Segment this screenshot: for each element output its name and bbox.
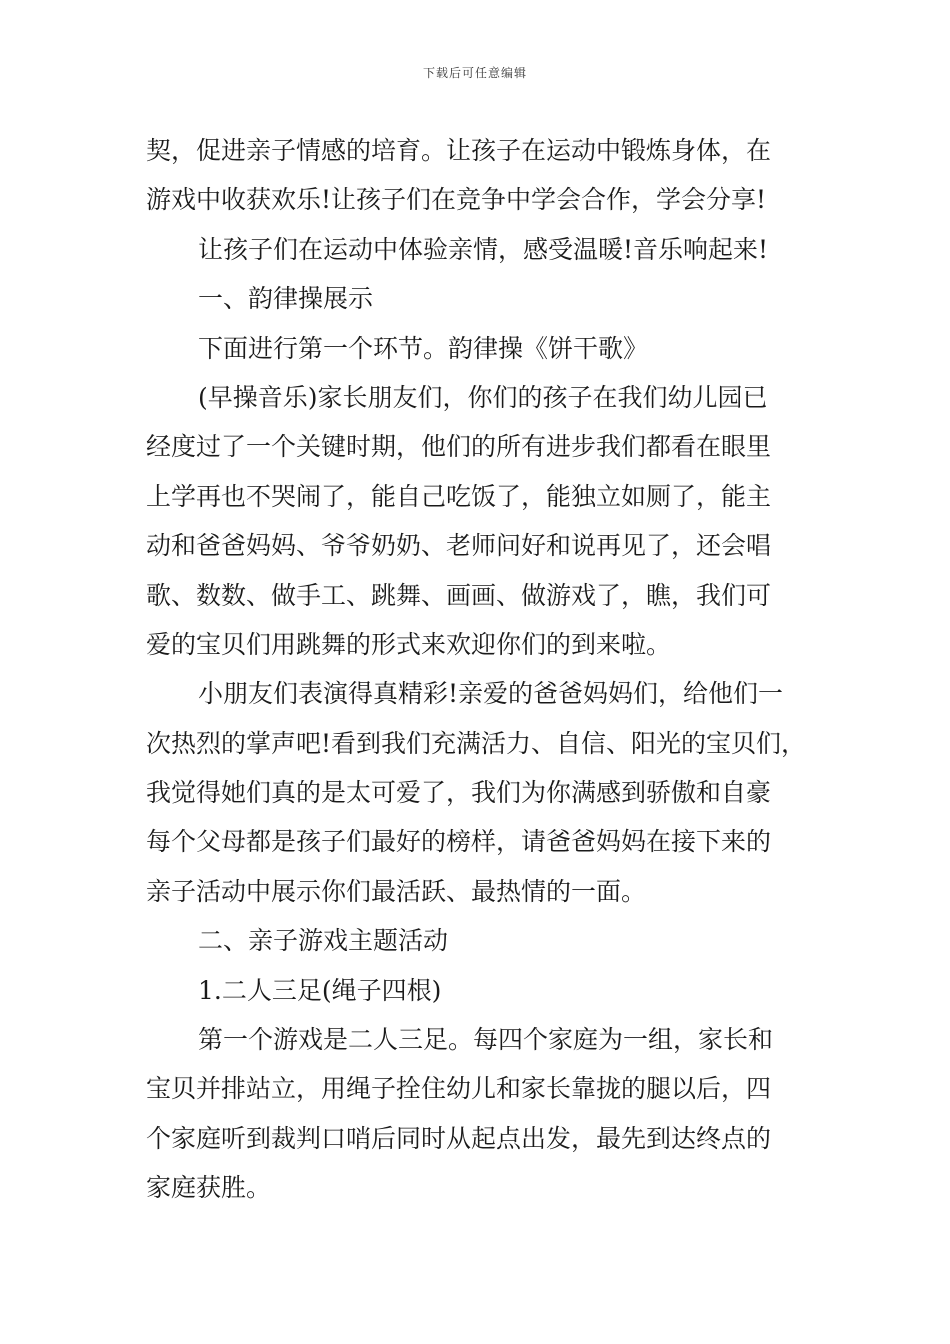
text-line: 动和爸爸妈妈、爷爷奶奶、老师问好和说再见了，还会唱 — [146, 531, 772, 561]
section-heading: 二、亲子游戏主题活动 — [198, 926, 449, 956]
text-line: 小朋友们表演得真精彩!亲爱的爸爸妈妈们，给他们一 — [198, 679, 784, 709]
text-line: 宝贝并排站立，用绳子拴住幼儿和家长靠拢的腿以后，四 — [146, 1074, 772, 1104]
text-line: 歌、数数、做手工、跳舞、画画、做游戏了，瞧，我们可 — [146, 580, 772, 610]
text-line: 游戏中收获欢乐!让孩子们在竞争中学会合作，学会分享! — [146, 185, 767, 215]
subsection-heading: 1.二人三足(绳子四根) — [198, 975, 442, 1005]
text-line: 个家庭听到裁判口哨后同时从起点出发，最先到达终点的 — [146, 1123, 772, 1153]
text-line: 亲子活动中展示你们最活跃、最热情的一面。 — [146, 876, 647, 906]
text-line: (早操音乐)家长朋友们，你们的孩子在我们幼儿园已 — [198, 382, 768, 412]
text-line: 家庭获胜。 — [146, 1173, 272, 1203]
text-line: 第一个游戏是二人三足。每四个家庭为一组，家长和 — [198, 1025, 774, 1055]
section-heading: 一、韵律操展示 — [198, 284, 374, 314]
text-line: 下面进行第一个环节。韵律操《饼干歌》 — [198, 333, 649, 363]
text-line: 爱的宝贝们用跳舞的形式来欢迎你们的到来啦。 — [146, 629, 672, 659]
text-line: 契，促进亲子情感的培育。让孩子在运动中锻炼身体，在 — [146, 136, 772, 165]
page-header: 下载后可任意编辑 — [422, 66, 527, 80]
document-body — [146, 126, 826, 1213]
text-line: 经度过了一个关键时期，他们的所有进步我们都看在眼里 — [146, 432, 772, 462]
text-line: 让孩子们在运动中体验亲情，感受温暖!音乐响起来! — [198, 234, 769, 264]
text-line: 上学再也不哭闹了，能自己吃饭了，能独立如厕了，能主 — [146, 481, 772, 511]
text-line: 每个父母都是孩子们最好的榜样，请爸爸妈妈在接下来的 — [146, 827, 772, 857]
text-line: 次热烈的掌声吧!看到我们充满活力、自信、阳光的宝贝们， — [146, 728, 807, 758]
text-line: 我觉得她们真的是太可爱了，我们为你满感到骄傲和自豪 — [146, 778, 772, 808]
